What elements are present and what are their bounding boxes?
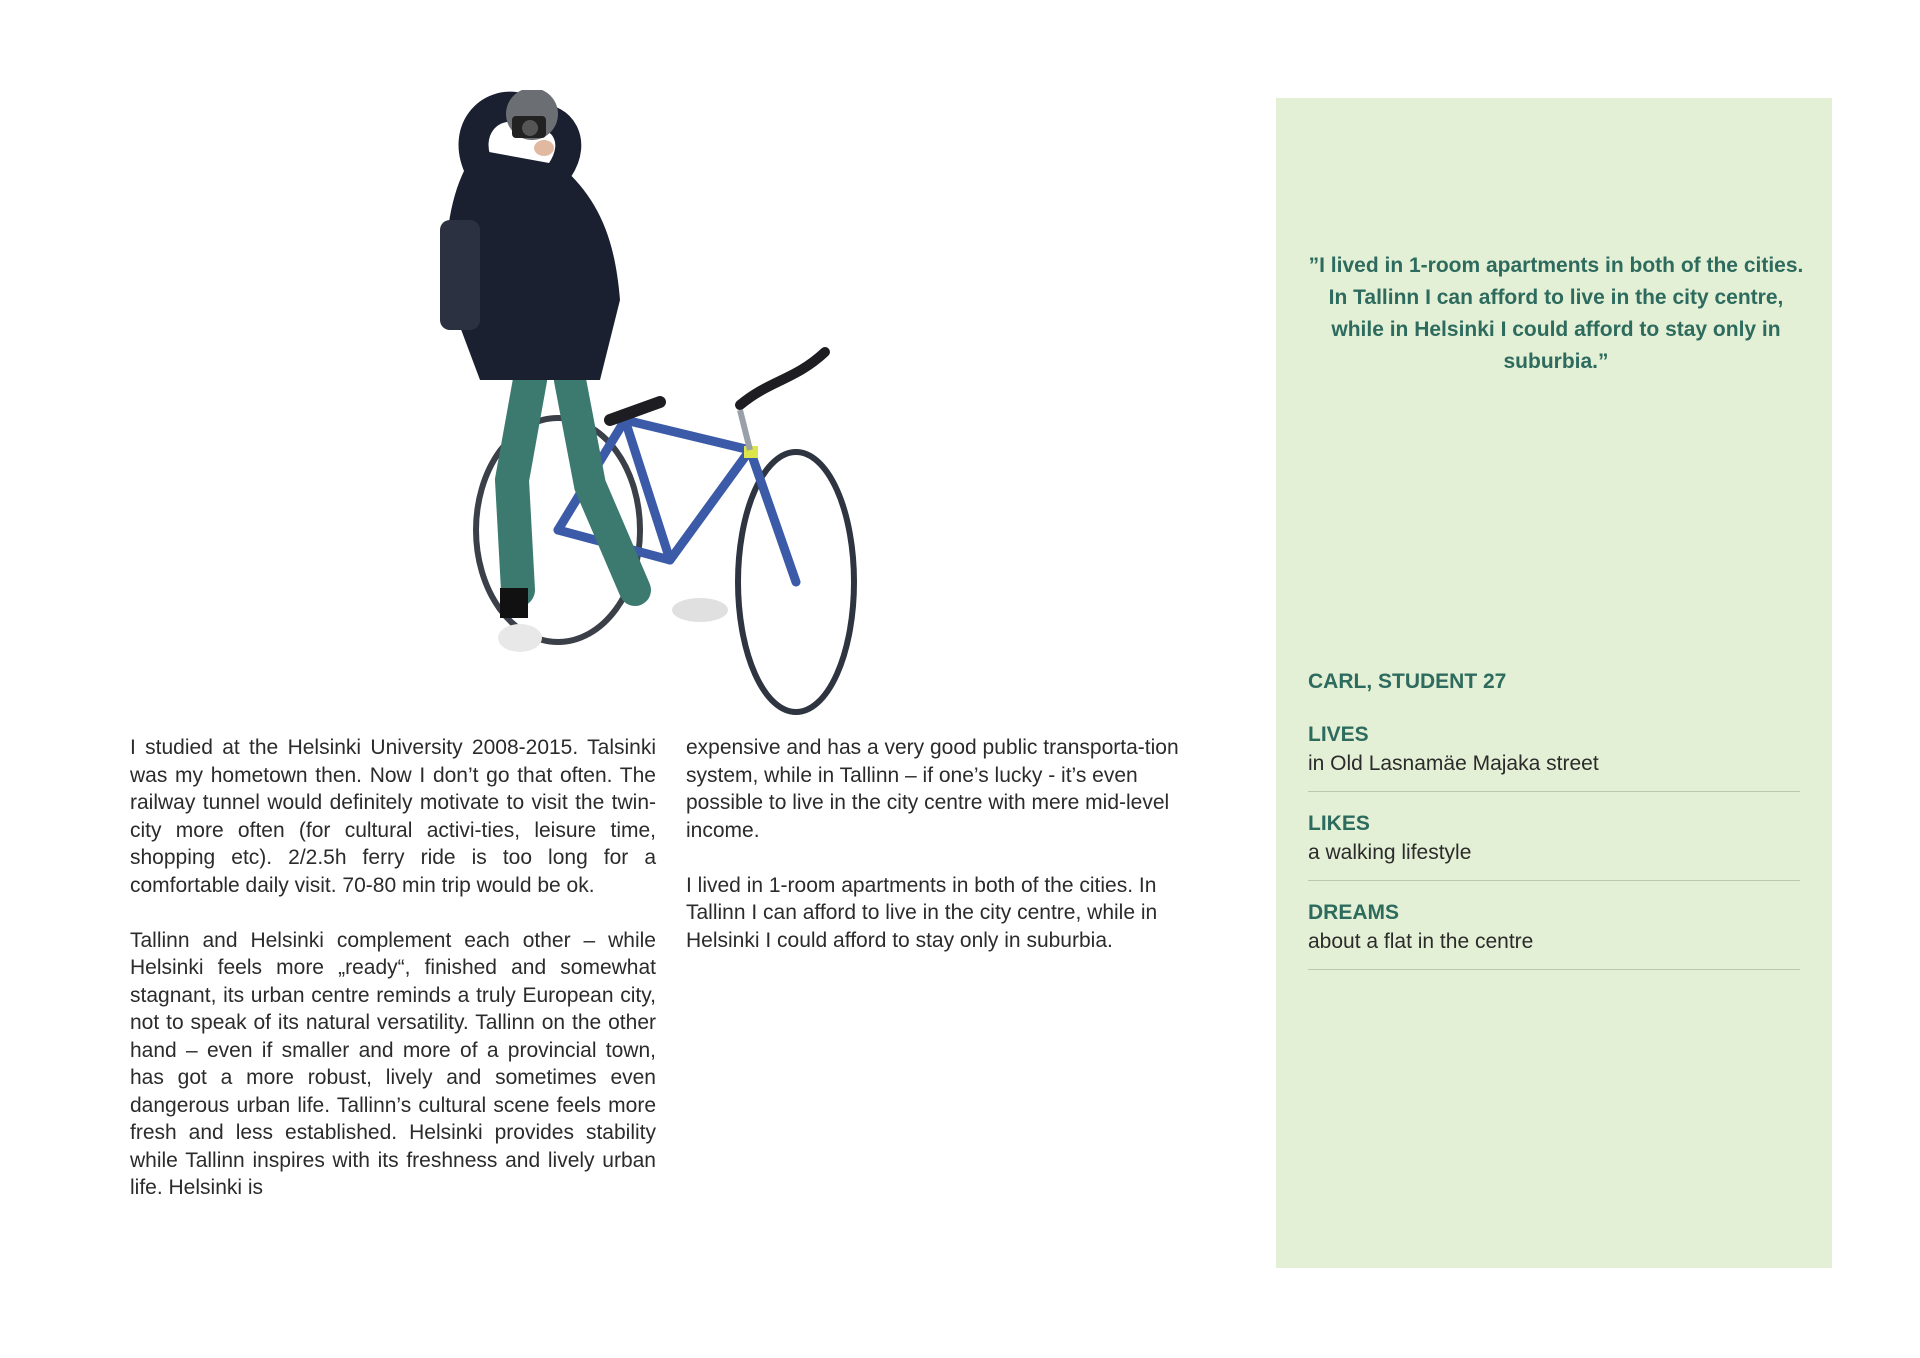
body-paragraph: I lived in 1-room apartments in both of the cities. In Tallinn I can afford to live in the city centre, while in Helsinki I could afford to stay only in suburbia. (686, 873, 1158, 952)
attribute-label: DREAMS (1308, 901, 1400, 924)
attribute-value: about a flat in the centre (1308, 930, 1534, 953)
body-paragraph: I studied at the Helsinki University 2008-2015. Talsinki was my hometown then. Now I don’t go that often. The railway tunnel would definitely motivate to visit the twin-city more often (for cultural activi-ties, leisure time, shopping etc). 2/2.5h ferry ride is too long for a comfortable daily visit. 70-80 min trip would be ok. (130, 736, 656, 897)
body-text-left-column (130, 734, 656, 1229)
profile-panel (1276, 98, 1832, 1268)
body-text-right-column (686, 734, 1212, 982)
person-name: CARL, STUDENT 27 (1308, 670, 1507, 693)
attribute-label: LIKES (1308, 812, 1370, 835)
attribute-likes (1308, 810, 1800, 881)
attribute-label: LIVES (1308, 723, 1369, 746)
body-paragraph: expensive and has a very good public transporta-tion system, while in Tallinn – if one’s lucky - it’s even possible to live in the city centre with mere mid-level income. (686, 736, 1179, 842)
attribute-lives (1308, 721, 1800, 792)
profile-details (1308, 670, 1800, 988)
cyclist-photographer-icon (440, 90, 900, 720)
attribute-dreams (1308, 899, 1800, 970)
pull-quote: ”I lived in 1-room apartments in both of the cities. In Tallinn I can afford to live in the city centre, while in Helsinki I could afford to stay only in suburbia.” (1308, 254, 1804, 373)
attribute-value: a walking lifestyle (1308, 841, 1472, 864)
body-paragraph: Tallinn and Helsinki complement each other – while Helsinki feels more „ready“, finished and somewhat stagnant, its urban centre reminds a truly European city, not to speak of its natural versatility. Tallinn on the other hand – even if smaller and more of a provincial town, has got a more robust, lively and sometimes even dangerous urban life. Tallinn’s cultural scene feels more fresh and less established. Helsinki provides stability while Tallinn inspires with its freshness and lively urban life. Helsinki is (130, 928, 656, 1199)
cyclist-photo (440, 90, 900, 720)
attribute-value: in Old Lasnamäe Majaka street (1308, 752, 1599, 775)
